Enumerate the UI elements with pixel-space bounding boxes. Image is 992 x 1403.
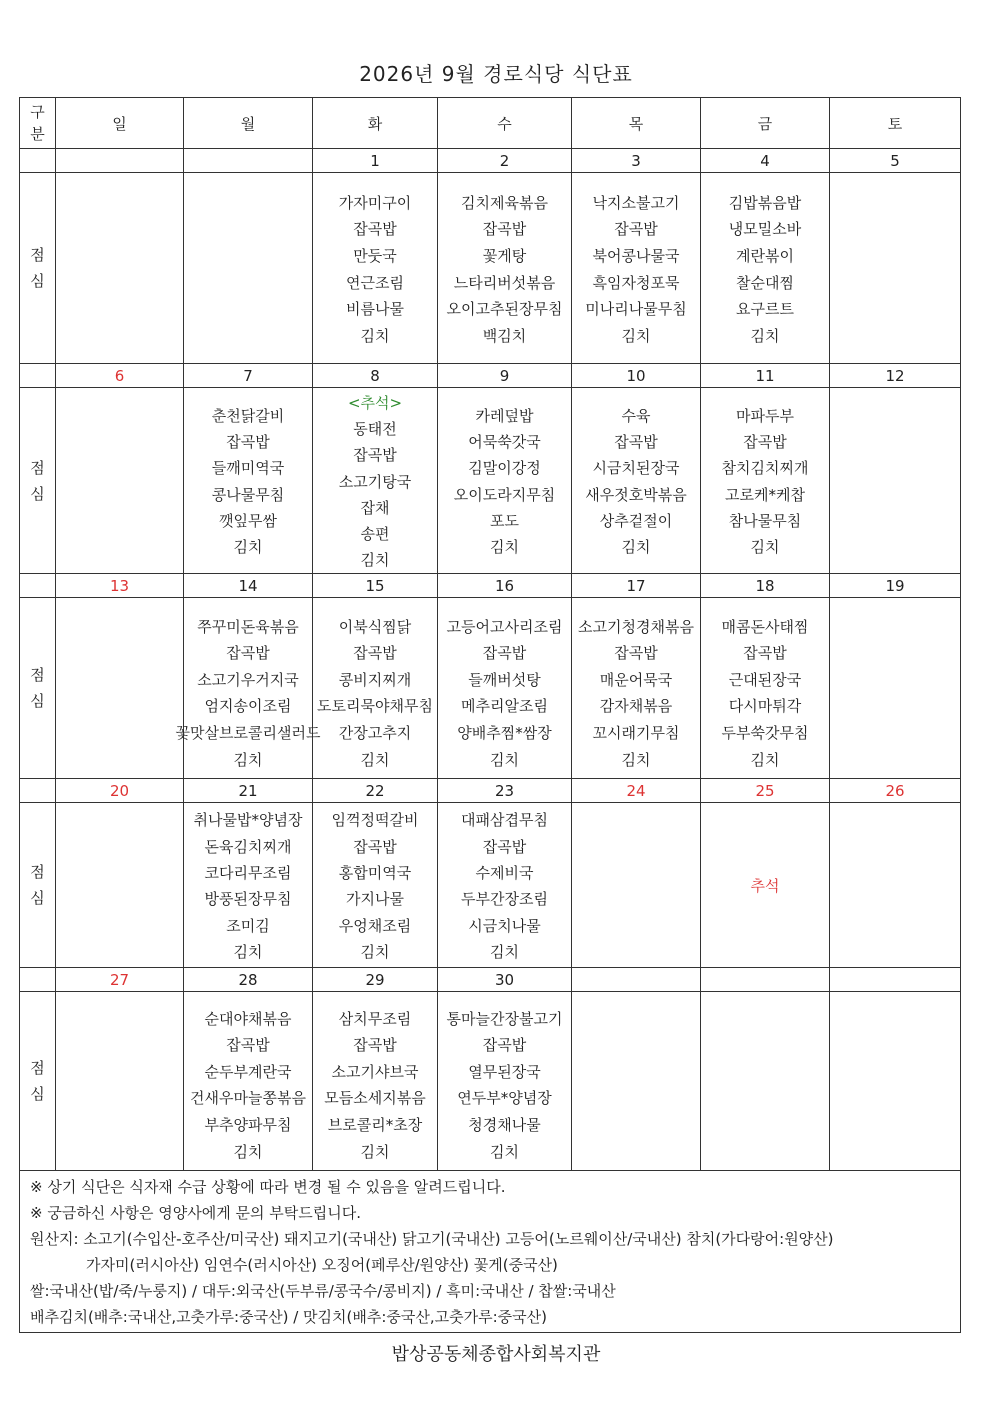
menu-item-list xyxy=(572,1077,700,1085)
date-row-label xyxy=(20,968,56,992)
menu-item: 감자채볶음 xyxy=(599,697,673,716)
menu-item: 새우젓호박볶음 xyxy=(585,485,687,504)
menu-cell-sun xyxy=(56,803,184,968)
menu-item: 이북식찜닭 xyxy=(338,617,412,636)
menu-item-list xyxy=(572,884,700,886)
date-cell-sun xyxy=(56,149,184,173)
header-day-sat: 토 xyxy=(830,98,961,149)
holiday-tag: <추석> xyxy=(347,394,403,412)
menu-item-list xyxy=(56,884,183,886)
menu-item: 요구르트 xyxy=(736,300,794,319)
menu-cell-fri xyxy=(701,173,830,364)
menu-item-list xyxy=(438,805,571,965)
menu-cell-wed xyxy=(438,992,572,1171)
menu-cell-mon xyxy=(184,173,313,364)
date-row xyxy=(20,574,961,598)
menu-item: 방풍된장무침 xyxy=(204,890,292,909)
menu-item-list xyxy=(572,187,700,350)
date-cell-fri: 11 xyxy=(701,364,830,388)
menu-item-list xyxy=(830,1077,960,1085)
menu-item: 꽃게탕 xyxy=(482,246,527,265)
date-cell-sat: 5 xyxy=(830,149,961,173)
menu-item-list xyxy=(313,187,437,350)
menu-item: 김말이강정 xyxy=(468,459,541,478)
meal-label xyxy=(20,388,56,574)
menu-item: 건새우마늘쫑볶음 xyxy=(190,1089,306,1108)
meal-label-char-1: 점 xyxy=(30,1059,45,1078)
menu-item: 참나물무침 xyxy=(728,511,802,530)
lunch-row xyxy=(20,173,961,364)
date-cell-thu: 17 xyxy=(572,574,701,598)
menu-cell-wed xyxy=(438,388,572,574)
menu-item: 잡곡밥 xyxy=(353,220,397,239)
meal-label-char-1: 점 xyxy=(30,458,45,477)
date-cell-mon: 21 xyxy=(184,779,313,803)
menu-item: 두부간장조림 xyxy=(461,890,548,909)
menu-item: 찰순대찜 xyxy=(736,273,794,292)
menu-item: 잡곡밥 xyxy=(353,1036,397,1055)
menu-item-list xyxy=(701,604,829,774)
menu-item: 연두부*양념장 xyxy=(457,1089,552,1108)
menu-item: 미나리나물무침 xyxy=(585,300,687,319)
menu-item: 소고기샤브국 xyxy=(331,1062,419,1081)
lunch-row xyxy=(20,803,961,968)
menu-cell-wed xyxy=(438,803,572,968)
note-line-1: ※ 상기 식단은 식자재 수급 상황에 따라 변경 될 수 있음을 알려드립니다. xyxy=(30,1178,506,1197)
menu-item: 김치 xyxy=(621,750,651,769)
date-cell-sat: 26 xyxy=(830,779,961,803)
meal-label-char-2: 심 xyxy=(30,889,45,908)
menu-item: 카레덮밥 xyxy=(475,407,534,426)
gubun-char-1: 구 xyxy=(30,103,45,121)
menu-item: 순두부계란국 xyxy=(204,1062,292,1081)
organization-name: 밥상공동체종합사회복지관 xyxy=(391,1344,601,1365)
menu-item: 수육 xyxy=(621,407,651,426)
menu-item: 고로케*케찹 xyxy=(725,485,805,504)
menu-item: 양배추찜*쌈장 xyxy=(457,723,552,742)
meal-label xyxy=(20,598,56,779)
menu-cell-fri xyxy=(701,388,830,574)
date-cell-wed: 30 xyxy=(438,968,572,992)
menu-cell-wed xyxy=(438,173,572,364)
menu-item: 잡채 xyxy=(360,498,390,517)
menu-item: 김치 xyxy=(360,326,390,345)
menu-item: 상추겉절이 xyxy=(599,511,673,530)
menu-item-list xyxy=(184,401,312,560)
menu-item: 비름나물 xyxy=(346,300,404,319)
menu-item: 김치 xyxy=(490,538,519,557)
menu-cell-sat xyxy=(830,173,961,364)
date-cell-sun: 27 xyxy=(56,968,184,992)
meal-label-char-1: 점 xyxy=(30,246,45,264)
menu-item: 취나물밥*양념장 xyxy=(193,811,303,830)
date-cell-tue: 29 xyxy=(313,968,438,992)
date-row-label xyxy=(20,364,56,388)
lunch-row xyxy=(20,992,961,1171)
menu-item: 모듬소세지볶음 xyxy=(324,1089,426,1108)
menu-item-list xyxy=(438,998,571,1166)
menu-item-list xyxy=(184,267,312,270)
menu-item: 김치 xyxy=(233,943,263,962)
date-cell-tue: 15 xyxy=(313,574,438,598)
menu-item: 간장고추지 xyxy=(338,723,412,742)
menu-item: 김치 xyxy=(750,750,780,769)
menu-item: 소고기탕국 xyxy=(338,472,412,491)
origin-line-3: 쌀:국내산(밥/죽/누룽지) / 대두:외국산(두부류/콩국수/콩비지) / 흑미:국내산 / 찹쌀:국내산 xyxy=(30,1282,616,1301)
menu-cell-tue xyxy=(313,803,438,968)
menu-item: 김치 xyxy=(360,750,390,769)
menu-cell-sun xyxy=(56,173,184,364)
date-row-label xyxy=(20,574,56,598)
menu-item: 열무된장국 xyxy=(468,1062,541,1081)
date-cell-tue: 1 xyxy=(313,149,438,173)
date-row xyxy=(20,149,961,173)
menu-item: 청경채나물 xyxy=(468,1115,541,1134)
menu-item: 근대된장국 xyxy=(728,670,802,689)
menu-item-list xyxy=(56,1077,183,1085)
date-cell-tue: 8 xyxy=(313,364,438,388)
menu-item: 김밥볶음밥 xyxy=(728,193,802,212)
date-cell-sat: 12 xyxy=(830,364,961,388)
date-cell-mon: 28 xyxy=(184,968,313,992)
date-cell-thu: 10 xyxy=(572,364,701,388)
menu-item-list xyxy=(56,267,183,270)
menu-item: 김치 xyxy=(621,538,651,557)
menu-cell-fri xyxy=(701,992,830,1171)
menu-cell-thu xyxy=(572,598,701,779)
menu-item: 가자미구이 xyxy=(338,193,412,212)
menu-item-list xyxy=(830,480,960,482)
origin-line-4: 배추김치(배추:국내산,고춧가루:중국산) / 맛김치(배추:중국산,고춧가루:중국산) xyxy=(30,1308,547,1327)
menu-cell-mon xyxy=(184,992,313,1171)
meal-label xyxy=(20,803,56,968)
menu-item: 콩나물무침 xyxy=(211,485,285,504)
menu-item-list xyxy=(830,267,960,270)
lunch-row xyxy=(20,388,961,574)
meal-label xyxy=(20,173,56,364)
menu-item: 계란볶이 xyxy=(736,246,794,265)
menu-item: 김치 xyxy=(360,1142,390,1161)
header-gubun xyxy=(20,98,56,149)
menu-item-list xyxy=(572,604,700,774)
holiday-label: 추석 xyxy=(750,876,780,895)
menu-item: 우엉채조림 xyxy=(338,916,412,935)
menu-item: 매운어묵국 xyxy=(599,670,673,689)
menu-item: 오이도라지무침 xyxy=(453,485,556,504)
menu-cell-thu xyxy=(572,992,701,1171)
meal-label-char-1: 점 xyxy=(30,666,45,685)
menu-item: 가지나물 xyxy=(346,890,404,909)
menu-item: 김치 xyxy=(233,750,263,769)
menu-item: 잡곡밥 xyxy=(614,644,658,663)
date-cell-sat xyxy=(830,968,961,992)
menu-item-list xyxy=(438,401,571,560)
menu-item: 꼬시래기무침 xyxy=(592,723,680,742)
menu-item: 잡곡밥 xyxy=(226,1036,270,1055)
menu-cell-tue xyxy=(313,388,438,574)
date-cell-sun: 20 xyxy=(56,779,184,803)
menu-item: 순대야채볶음 xyxy=(204,1009,292,1028)
date-cell-thu: 3 xyxy=(572,149,701,173)
menu-item: 춘천닭갈비 xyxy=(211,407,285,426)
menu-cell-thu xyxy=(572,388,701,574)
menu-item: 김치 xyxy=(233,538,263,557)
menu-item: 도토리묵야채무침 xyxy=(317,697,433,716)
header-day-thu: 목 xyxy=(572,98,701,149)
menu-item: 시금치된장국 xyxy=(592,459,680,478)
menu-item: 북어콩나물국 xyxy=(592,246,680,265)
menu-item: 돈육김치찌개 xyxy=(204,837,292,856)
menu-item: 낙지소불고기 xyxy=(592,193,680,212)
menu-item: 어묵쑥갓국 xyxy=(468,433,541,452)
menu-item: 엄지송이조림 xyxy=(204,697,292,716)
date-cell-wed: 2 xyxy=(438,149,572,173)
menu-item-list xyxy=(56,683,183,693)
meal-label-char-2: 심 xyxy=(30,484,45,503)
menu-item: 두부쑥갓무침 xyxy=(721,723,809,742)
menu-item: 매콤돈사태찜 xyxy=(721,617,809,636)
menu-item-list xyxy=(701,1077,829,1085)
date-cell-sun: 13 xyxy=(56,574,184,598)
menu-item: 홍합미역국 xyxy=(338,863,412,882)
menu-cell-sat xyxy=(830,803,961,968)
date-cell-mon xyxy=(184,149,313,173)
date-row-label xyxy=(20,779,56,803)
menu-item: 잡곡밥 xyxy=(614,433,658,452)
menu-item: 들깨버섯탕 xyxy=(468,670,541,689)
menu-item-list xyxy=(830,884,960,886)
menu-item: 잡곡밥 xyxy=(353,644,397,663)
menu-cell-sat xyxy=(830,992,961,1171)
menu-item: 다시마튀각 xyxy=(728,697,802,716)
menu-item: 김치 xyxy=(490,750,519,769)
menu-item: 부추양파무침 xyxy=(204,1115,292,1134)
date-cell-wed: 9 xyxy=(438,364,572,388)
menu-item: 잡곡밥 xyxy=(353,837,397,856)
menu-item-list xyxy=(184,805,312,965)
gubun-char-2: 분 xyxy=(30,125,45,143)
menu-item: 메추리알조림 xyxy=(461,697,548,716)
menu-item: 김치 xyxy=(360,551,390,570)
menu-cell-sat xyxy=(830,598,961,779)
menu-item: 잡곡밥 xyxy=(482,1036,527,1055)
meal-label-char-2: 심 xyxy=(30,692,45,711)
date-cell-fri: 25 xyxy=(701,779,830,803)
header-day-tue: 화 xyxy=(313,98,438,149)
date-row-label xyxy=(20,149,56,173)
menu-item: 수제비국 xyxy=(475,863,534,882)
menu-item: 김치제육볶음 xyxy=(461,193,548,212)
menu-cell-sun xyxy=(56,388,184,574)
date-cell-tue: 22 xyxy=(313,779,438,803)
menu-item: 만둣국 xyxy=(353,246,397,265)
menu-item: 송편 xyxy=(360,524,390,543)
date-row xyxy=(20,779,961,803)
menu-item-list xyxy=(313,604,437,774)
menu-item: 임꺽정떡갈비 xyxy=(331,811,419,830)
menu-item: 김치 xyxy=(750,538,780,557)
menu-item: 김치 xyxy=(490,943,519,962)
menu-item: 들깨미역국 xyxy=(211,459,285,478)
meal-label-char-2: 심 xyxy=(30,1085,45,1104)
menu-item: 포도 xyxy=(490,511,519,530)
menu-cell-mon xyxy=(175,598,321,779)
menu-item: 잡곡밥 xyxy=(226,433,270,452)
menu-item: 잡곡밥 xyxy=(226,644,270,663)
menu-item: 소고기우거지국 xyxy=(197,670,299,689)
menu-item: 잡곡밥 xyxy=(743,644,787,663)
menu-item: 시금치나물 xyxy=(468,916,541,935)
meal-label xyxy=(20,992,56,1171)
origin-line-2: 가자미(러시아산) 임연수(러시아산) 오징어(페루산/원양산) 꽃게(중국산) xyxy=(86,1256,558,1275)
header-day-sun: 일 xyxy=(56,98,184,149)
menu-item: 김치 xyxy=(360,943,390,962)
menu-item: 잡곡밥 xyxy=(482,220,527,239)
menu-cell-thu xyxy=(572,173,701,364)
menu-item: 김치 xyxy=(490,1142,519,1161)
date-cell-sun: 6 xyxy=(56,364,184,388)
menu-item: 김치 xyxy=(621,326,651,345)
menu-cell-tue xyxy=(313,992,438,1171)
notes-cell xyxy=(20,1171,961,1333)
menu-item: 김치 xyxy=(233,1142,263,1161)
menu-item: 냉모밀소바 xyxy=(728,220,802,239)
meal-label-char-1: 점 xyxy=(30,863,45,882)
menu-cell-mon xyxy=(184,803,313,968)
menu-cell-sun xyxy=(56,992,184,1171)
date-row xyxy=(20,364,961,388)
menu-item: 흑임자청포묵 xyxy=(592,273,680,292)
header-row xyxy=(20,98,961,149)
date-row xyxy=(20,968,961,992)
menu-item: 조미김 xyxy=(226,916,270,935)
menu-item: 브로콜리*초장 xyxy=(327,1115,423,1134)
menu-item-list xyxy=(313,805,437,965)
menu-item: 대패삼겹무침 xyxy=(461,811,548,830)
date-cell-sat: 19 xyxy=(830,574,961,598)
menu-item-list xyxy=(572,401,700,560)
header-day-mon: 월 xyxy=(184,98,313,149)
menu-item: 연근조림 xyxy=(346,273,404,292)
menu-table xyxy=(19,97,961,1333)
menu-item: 잡곡밥 xyxy=(614,220,658,239)
menu-item-list xyxy=(438,187,571,350)
menu-item-list xyxy=(313,998,437,1166)
date-cell-wed: 16 xyxy=(438,574,572,598)
date-cell-fri: 4 xyxy=(701,149,830,173)
menu-item-list xyxy=(701,187,829,350)
menu-cell-fri xyxy=(701,598,830,779)
menu-item: 잡곡밥 xyxy=(482,644,527,663)
menu-item: 김치 xyxy=(750,326,780,345)
menu-cell-fri xyxy=(701,803,830,968)
menu-item-list xyxy=(313,388,437,573)
menu-item-list xyxy=(830,683,960,693)
menu-cell-wed xyxy=(438,598,572,779)
menu-item: 깻잎무쌈 xyxy=(219,511,277,530)
menu-item: 느타리버섯볶음 xyxy=(453,273,556,292)
menu-cell-thu xyxy=(572,803,701,968)
origin-line-1: 원산지: 소고기(수입산-호주산/미국산) 돼지고기(국내산) 닭고기(국내산) 고등어(노르웨이산/국내산) 참치(가다랑어:원양산) xyxy=(30,1230,834,1249)
menu-cell-sat xyxy=(830,388,961,574)
menu-item: 잡곡밥 xyxy=(743,433,787,452)
menu-item-list xyxy=(184,998,312,1166)
menu-item: 참치김치찌개 xyxy=(721,459,809,478)
date-cell-mon: 7 xyxy=(184,364,313,388)
menu-item: 마파두부 xyxy=(736,407,794,426)
menu-item: 꽃맛살브로콜리샐러드 xyxy=(175,723,321,742)
menu-item: 잡곡밥 xyxy=(353,446,397,465)
notes-row xyxy=(20,1171,961,1333)
menu-item: 코다리무조림 xyxy=(204,863,292,882)
menu-item: 통마늘간장불고기 xyxy=(446,1009,563,1028)
menu-cell-tue xyxy=(313,173,438,364)
menu-item-list xyxy=(56,480,183,482)
note-line-2: ※ 궁금하신 사항은 영양사에게 문의 부탁드립니다. xyxy=(30,1204,361,1223)
menu-item: 삼치무조림 xyxy=(338,1009,412,1028)
menu-item: 고등어고사리조림 xyxy=(446,617,563,636)
date-cell-thu: 24 xyxy=(572,779,701,803)
menu-item: 백김치 xyxy=(482,326,527,345)
menu-item-list xyxy=(701,401,829,560)
menu-item: 오이고추된장무침 xyxy=(446,300,563,319)
menu-item: 쭈꾸미돈육볶음 xyxy=(197,617,299,636)
menu-cell-mon xyxy=(184,388,313,574)
date-cell-wed: 23 xyxy=(438,779,572,803)
menu-item: 잡곡밥 xyxy=(482,837,527,856)
date-cell-mon: 14 xyxy=(184,574,313,598)
page-title: 2026년 9월 경로식당 식단표 xyxy=(359,62,633,86)
lunch-row xyxy=(20,598,961,779)
header-day-wed: 수 xyxy=(438,98,572,149)
date-cell-thu xyxy=(572,968,701,992)
date-cell-fri xyxy=(701,968,830,992)
menu-item: 콩비지찌개 xyxy=(338,670,412,689)
menu-cell-sun xyxy=(56,598,184,779)
menu-item: 동태전 xyxy=(353,420,397,439)
meal-label-char-2: 심 xyxy=(30,272,45,290)
menu-item: 소고기청경채볶음 xyxy=(578,617,694,636)
menu-item-list xyxy=(175,604,321,774)
date-cell-fri: 18 xyxy=(701,574,830,598)
menu-item-list xyxy=(438,604,571,774)
header-day-fri: 금 xyxy=(701,98,830,149)
menu-cell-tue xyxy=(313,598,438,779)
